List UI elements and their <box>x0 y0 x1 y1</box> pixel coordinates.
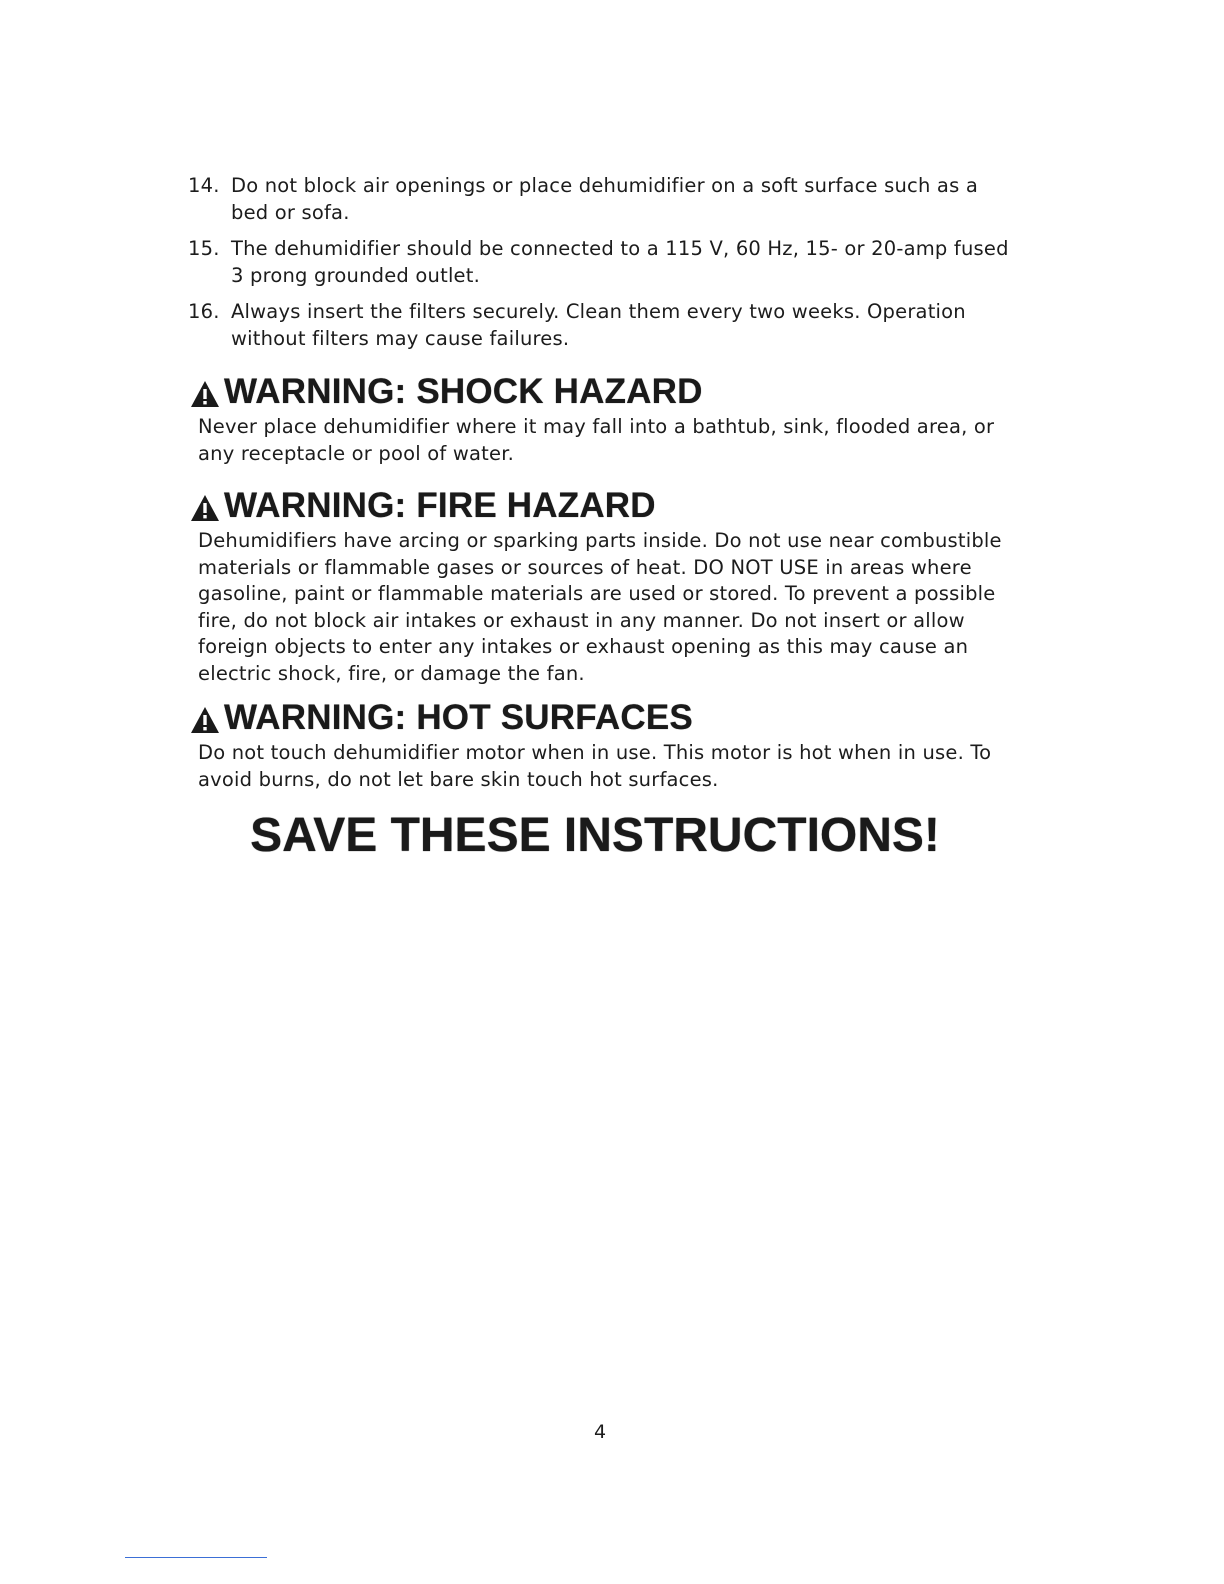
item-text: The dehumidifier should be connected to a 115 V, 60 Hz, 15- or 20-amp fused 3 prong grounded outlet. <box>231 237 1009 287</box>
warning-text: Dehumidifiers have arcing or sparking parts inside. Do not use near combustible materials or flammable gases or sources of heat. DO NOT USE in areas where gasoline, paint or flammable materials are used or stored. To prevent a possible fire, do not block air intakes or exhaust in any manner. Do not insert or allow foreign objects to enter any intakes or exhaust opening as this may cause an electric shock, fire, or damage the fan. <box>198 529 1002 685</box>
warning-heading-text: WARNING: FIRE HAZARD <box>224 486 656 525</box>
warning-shock-section <box>190 372 1010 467</box>
list-item <box>188 298 1018 352</box>
item-text: Always insert the filters securely. Clean them every two weeks. Operation without filters may cause failures. <box>231 300 966 350</box>
warning-text: Do not touch dehumidifier motor when in use. This motor is hot when in use. To avoid burns, do not let bare skin touch hot surfaces. <box>198 741 992 791</box>
item-number: 16. <box>188 300 220 323</box>
warning-heading-text: WARNING: SHOCK HAZARD <box>224 372 703 411</box>
warning-heading <box>190 698 1010 738</box>
warning-triangle-icon <box>190 380 220 408</box>
safety-instructions-list <box>188 172 1018 361</box>
item-text: Do not block air openings or place dehumidifier on a soft surface such as a bed or sofa. <box>231 174 978 224</box>
warning-heading <box>190 486 1010 526</box>
warning-triangle-icon <box>190 706 220 734</box>
footer-rule <box>125 1557 267 1558</box>
warning-heading <box>190 372 1010 412</box>
list-item <box>188 172 1018 226</box>
item-number: 14. <box>188 174 220 197</box>
warning-heading-text: WARNING: HOT SURFACES <box>224 698 693 737</box>
item-number: 15. <box>188 237 220 260</box>
warning-fire-section <box>190 486 1010 687</box>
page-number: 4 <box>593 1421 607 1443</box>
warning-triangle-icon <box>190 494 220 522</box>
list-item <box>188 235 1018 289</box>
warning-hot-surfaces-section <box>190 698 1010 793</box>
save-instructions-title: SAVE THESE INSTRUCTIONS! <box>250 809 940 862</box>
warning-text: Never place dehumidifier where it may fall into a bathtub, sink, flooded area, or any receptacle or pool of water. <box>198 415 995 465</box>
